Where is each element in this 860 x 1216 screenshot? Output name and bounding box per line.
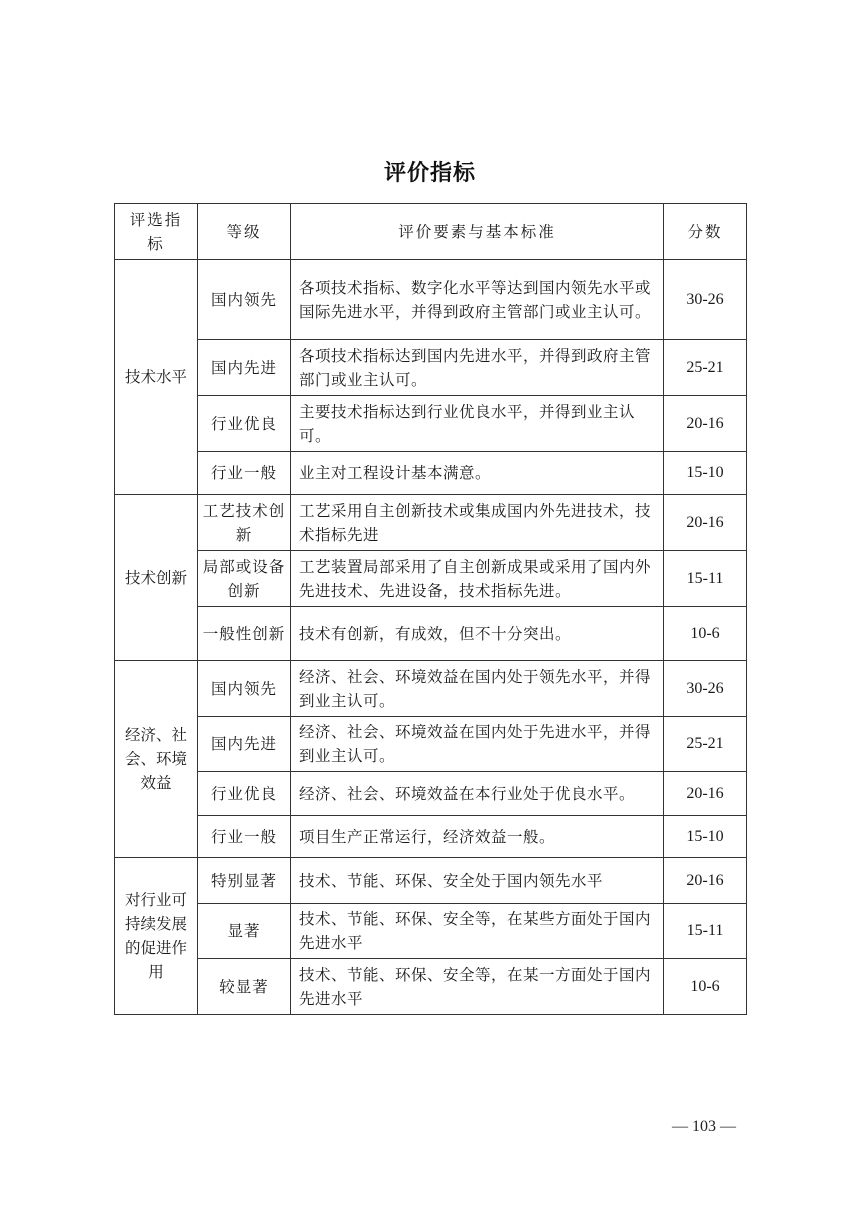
score-cell: 25-21 — [664, 717, 747, 772]
standard-cell: 主要技术指标达到行业优良水平，并得到业主认可。 — [291, 396, 664, 452]
standard-cell: 技术、节能、环保、安全等，在某一方面处于国内先进水平 — [291, 959, 664, 1015]
standard-cell: 经济、社会、环境效益在国内处于领先水平，并得到业主认可。 — [291, 661, 664, 717]
standard-cell: 技术、节能、环保、安全等，在某些方面处于国内先进水平 — [291, 904, 664, 959]
page-title: 评价指标 — [383, 161, 476, 186]
standard-cell: 业主对工程设计基本满意。 — [291, 452, 664, 495]
table-row — [115, 260, 747, 340]
level-cell: 行业一般 — [198, 816, 291, 858]
table-row — [115, 495, 747, 551]
table-row — [115, 661, 747, 717]
header-score: 分数 — [664, 204, 747, 260]
table-row — [115, 772, 747, 816]
header-standard: 评价要素与基本标准 — [291, 204, 664, 260]
table-row — [115, 551, 747, 607]
level-cell: 行业一般 — [198, 452, 291, 495]
standard-cell: 工艺采用自主创新技术或集成国内外先进技术，技术指标先进 — [291, 495, 664, 551]
level-cell: 行业优良 — [198, 396, 291, 452]
score-cell: 10-6 — [664, 959, 747, 1015]
score-cell: 30-26 — [664, 260, 747, 340]
level-cell: 一般性创新 — [198, 607, 291, 661]
standard-cell: 技术、节能、环保、安全处于国内领先水平 — [291, 858, 664, 904]
standard-cell: 各项技术指标达到国内先进水平，并得到政府主管部门或业主认可。 — [291, 340, 664, 396]
score-cell: 20-16 — [664, 495, 747, 551]
score-cell: 20-16 — [664, 858, 747, 904]
table-row — [115, 607, 747, 661]
table-row — [115, 452, 747, 495]
header-category: 评选指标 — [115, 204, 198, 260]
evaluation-criteria-table — [114, 203, 747, 1015]
level-cell: 国内先进 — [198, 717, 291, 772]
category-cell: 技术创新 — [115, 495, 198, 661]
header-level: 等级 — [198, 204, 291, 260]
page-number: — 103 — — [672, 1118, 736, 1135]
level-cell: 局部或设备创新 — [198, 551, 291, 607]
table-row — [115, 959, 747, 1015]
score-cell: 30-26 — [664, 661, 747, 717]
level-cell: 国内领先 — [198, 260, 291, 340]
score-cell: 15-11 — [664, 551, 747, 607]
score-cell: 20-16 — [664, 396, 747, 452]
standard-cell: 经济、社会、环境效益在国内处于先进水平，并得到业主认可。 — [291, 717, 664, 772]
level-cell: 国内领先 — [198, 661, 291, 717]
standard-cell: 技术有创新，有成效，但不十分突出。 — [291, 607, 664, 661]
table-row — [115, 816, 747, 858]
table-row — [115, 340, 747, 396]
level-cell: 行业优良 — [198, 772, 291, 816]
standard-cell: 项目生产正常运行，经济效益一般。 — [291, 816, 664, 858]
standard-cell: 各项技术指标、数字化水平等达到国内领先水平或国际先进水平，并得到政府主管部门或业主认可。 — [291, 260, 664, 340]
table-header-row — [115, 204, 747, 260]
level-cell: 显著 — [198, 904, 291, 959]
score-cell: 25-21 — [664, 340, 747, 396]
table-row — [115, 396, 747, 452]
level-cell: 特别显著 — [198, 858, 291, 904]
level-cell: 国内先进 — [198, 340, 291, 396]
standard-cell: 工艺装置局部采用了自主创新成果或采用了国内外先进技术、先进设备，技术指标先进。 — [291, 551, 664, 607]
level-cell: 较显著 — [198, 959, 291, 1015]
standard-cell: 经济、社会、环境效益在本行业处于优良水平。 — [291, 772, 664, 816]
level-cell: 工艺技术创新 — [198, 495, 291, 551]
category-cell: 对行业可持续发展的促进作用 — [115, 858, 198, 1015]
table-row — [115, 858, 747, 904]
table-row — [115, 717, 747, 772]
score-cell: 10-6 — [664, 607, 747, 661]
score-cell: 15-10 — [664, 816, 747, 858]
score-cell: 15-11 — [664, 904, 747, 959]
category-cell: 技术水平 — [115, 260, 198, 495]
category-cell: 经济、社会、环境效益 — [115, 661, 198, 858]
table-row — [115, 904, 747, 959]
score-cell: 20-16 — [664, 772, 747, 816]
score-cell: 15-10 — [664, 452, 747, 495]
